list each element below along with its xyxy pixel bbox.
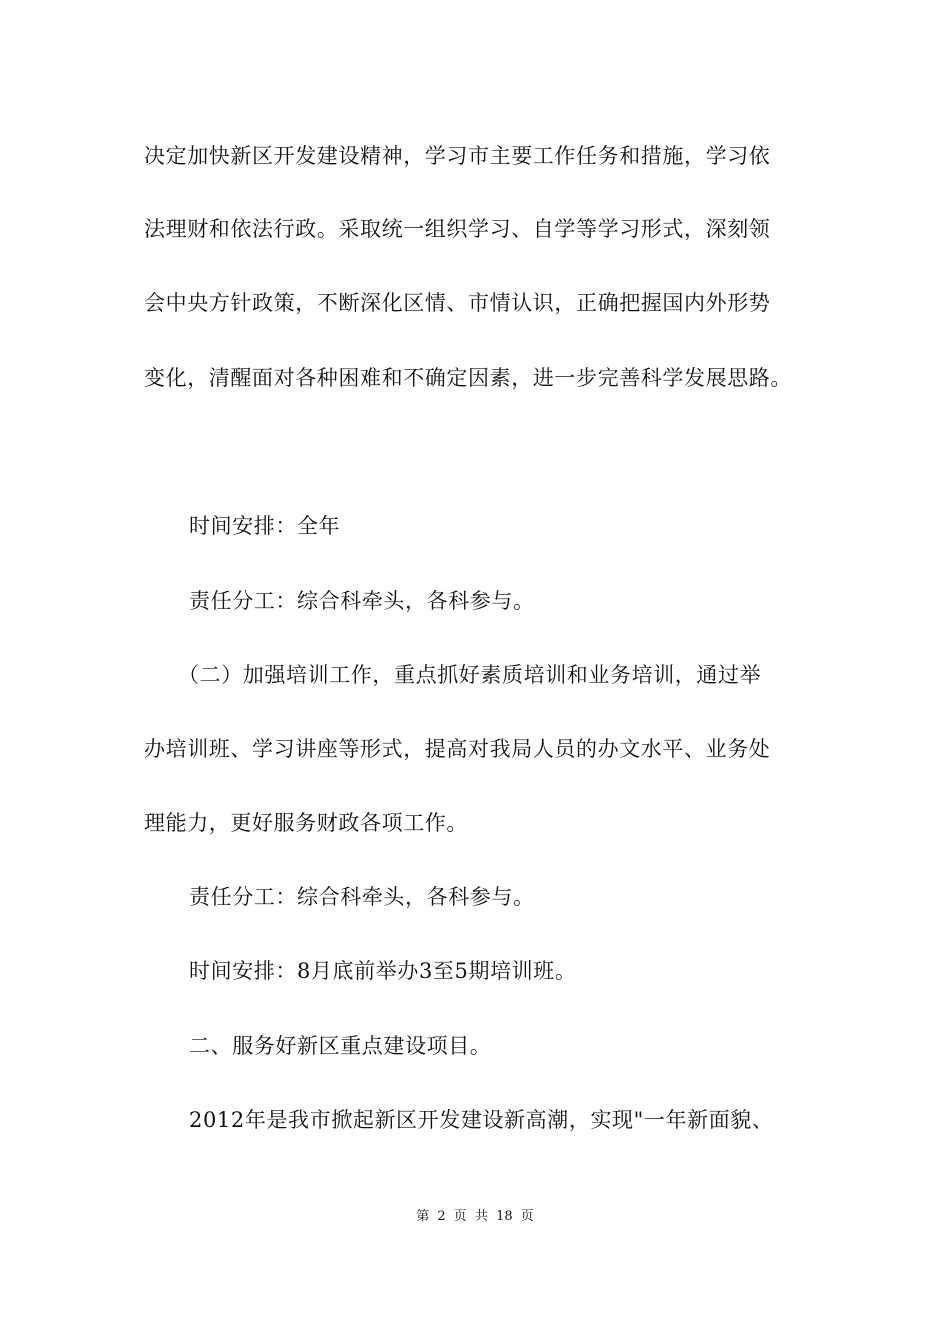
footer-total-prefix: 共 — [474, 1209, 488, 1224]
body-text-line: 法理财和依法行政。采取统一组织学习、自学等学习形式，深刻领 — [144, 217, 771, 241]
page-footer — [0, 1208, 950, 1226]
footer-page-mid: 页 — [453, 1209, 467, 1224]
section-heading: 二、服务好新区重点建设项目。 — [189, 1034, 492, 1058]
schedule-line: 时间安排：8月底前举办3至5期培训班。 — [189, 959, 577, 983]
footer-total-pages: 18 — [496, 1209, 513, 1224]
responsibility-line: 责任分工：综合科牵头，各科参与。 — [189, 885, 535, 909]
footer-page-prefix: 第 — [416, 1209, 430, 1224]
section-paragraph-start: （二）加强培训工作，重点抓好素质培训和业务培训，通过举 — [178, 663, 762, 687]
footer-total-suffix: 页 — [520, 1209, 534, 1224]
body-text-line: 变化，清醒面对各种困难和不确定因素，进一步完善科学发展思路。 — [144, 366, 792, 390]
body-text-line: 理能力，更好服务财政各项工作。 — [144, 811, 468, 835]
schedule-line: 时间安排：全年 — [189, 514, 341, 538]
body-text-line: 办培训班、学习讲座等形式，提高对我局人员的办文水平、业务处 — [144, 737, 771, 761]
responsibility-line: 责任分工：综合科牵头，各科参与。 — [189, 589, 535, 613]
body-text-line: 会中央方针政策，不断深化区情、市情认识，正确把握国内外形势 — [144, 291, 771, 315]
footer-current-page: 2 — [437, 1209, 446, 1224]
body-text-line: 决定加快新区开发建设精神，学习市主要工作任务和措施，学习依 — [144, 144, 771, 168]
body-text-line: 2012年是我市掀起新区开发建设新高潮，实现"一年新面貌、 — [189, 1108, 774, 1132]
